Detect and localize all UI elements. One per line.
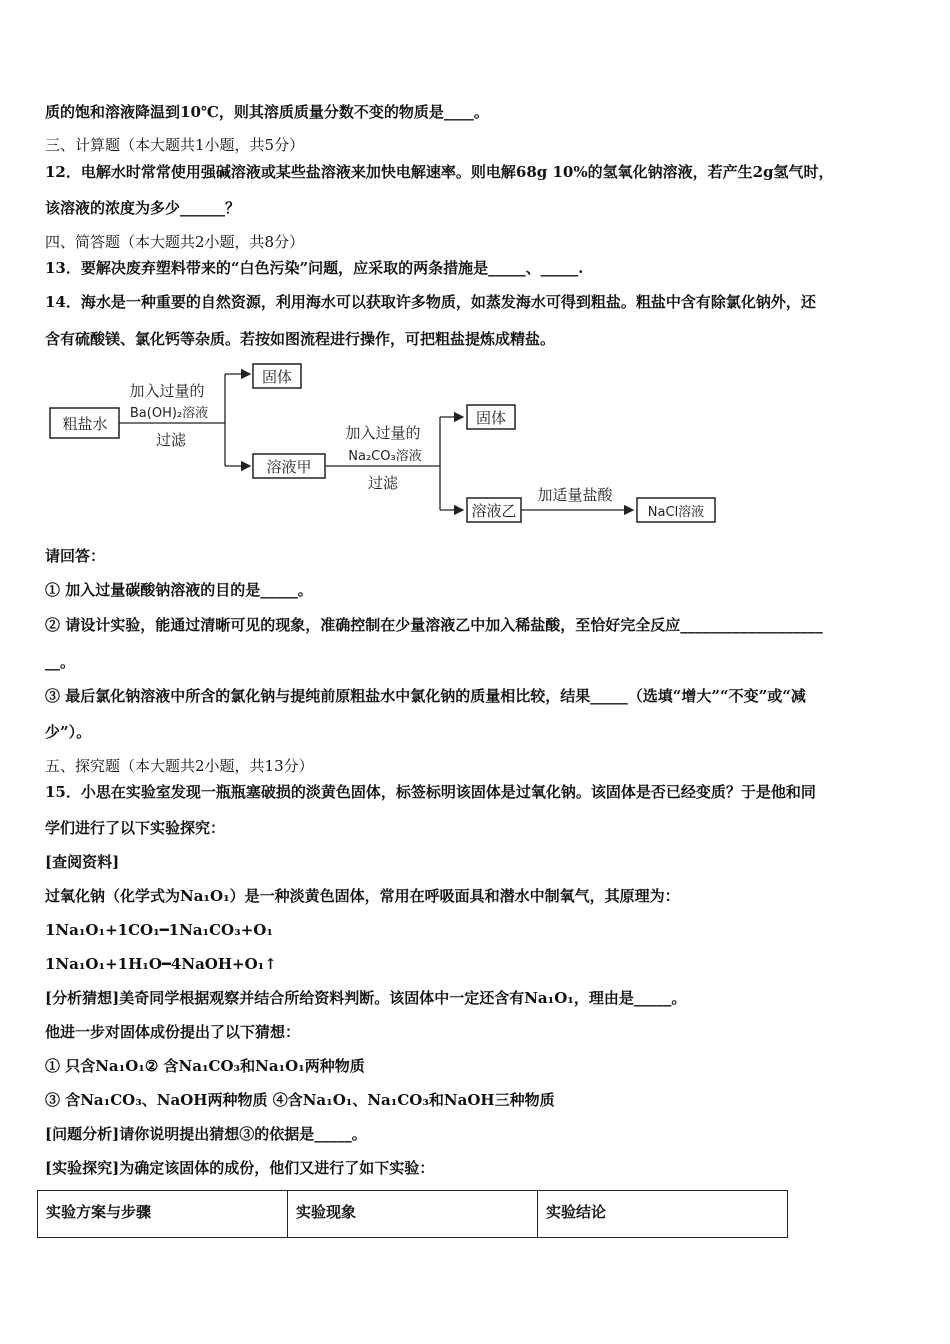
problem-analysis: [问题分析]请你说明提出猜想③的依据是_____。 (45, 1125, 367, 1143)
guess-1-2: ① 只含Na₁O₁② 含Na₁CO₃和Na₁O₁两种物质 (45, 1057, 365, 1075)
equation-2: 1Na₁O₁+1H₁O━4NaOH+O₁↑ (45, 955, 277, 973)
sub-q2-line-1: ② 请设计实验，能通过清晰可见的现象，准确控制在少量溶液乙中加入稀盐酸，至恰好完全反应___________________ (45, 616, 823, 634)
table-header-row (38, 1191, 788, 1238)
label-nacl-solution: NaCl溶液 (647, 505, 705, 520)
label-solid-1: 固体 (261, 368, 293, 386)
sub-q3-line-1: ③ 最后氯化钠溶液中所含的氯化钠与提纯前原粗盐水中氯化钠的质量相比较，结果_____（选填“增大”“不变”或“减 (45, 687, 806, 705)
label-step2-a: 加入过量的 (345, 424, 421, 442)
section-5-heading: 五、探究题（本大题共2小题，共13分） (45, 757, 314, 775)
label-step2-c: 过滤 (367, 474, 399, 492)
experiment-intro: [实验探究]为确定该固体的成份，他们又进行了如下实验： (45, 1159, 435, 1177)
equation-1: 1Na₁O₁+1CO₁━1Na₁CO₃+O₁ (45, 921, 273, 939)
q12-line-2: 该溶液的浓度为多少______？ (45, 199, 241, 217)
sub-q3-line-2: 少”）。 (45, 723, 92, 741)
experiment-table (37, 1190, 788, 1238)
text-line-1: 质的饱和溶液降温到10℃，则其溶质质量分数不变的物质是____。 (45, 103, 489, 121)
header-conclusion: 实验结论 (538, 1191, 788, 1238)
label-solid-2: 固体 (475, 409, 507, 427)
guess-intro: [分析猜想]美奇同学根据观察并结合所给资料判断。该固体中一定还含有Na₁O₁，理由是_____。 (45, 989, 687, 1007)
q12-line-1: 12．电解水时常常使用强碱溶液或某些盐溶液来加快电解速率。则电解68g 10%的氢氧化钠溶液，若产生2g氢气时， (45, 163, 834, 181)
info-line: 过氧化钠（化学式为Na₁O₁）是一种淡黄色固体，常用在呼吸面具和潜水中制氧气，其原理为： (45, 887, 680, 905)
label-step3: 加适量盐酸 (537, 486, 613, 504)
header-phenomenon: 实验现象 (288, 1191, 538, 1238)
info-title: [查阅资料] (45, 853, 120, 871)
q15-line-1: 15．小思在实验室发现一瓶瓶塞破损的淡黄色固体，标签标明该固体是过氧化钠。该固体是否已经变质？于是他和同 (45, 783, 816, 801)
guess-lead: 他进一步对固体成份提出了以下猜想： (45, 1023, 301, 1041)
guess-3-4: ③ 含Na₁CO₃、NaOH两种物质 ④含Na₁O₁、Na₁CO₃和NaOH三种物质 (45, 1091, 555, 1109)
label-raw-brine: 粗盐水 (62, 415, 108, 433)
section-4-heading: 四、简答题（本大题共2小题，共8分） (45, 233, 305, 251)
section-3-heading: 三、计算题（本大题共1小题，共5分） (45, 136, 305, 154)
sub-q2-line-2: __。 (45, 653, 76, 671)
label-solution-b: 溶液乙 (471, 502, 517, 520)
label-step1-b: Ba(OH)₂溶液 (129, 406, 209, 421)
ask-line: 请回答： (45, 547, 106, 565)
label-step2-b: Na₂CO₃溶液 (348, 449, 422, 464)
flow-diagram (45, 360, 735, 532)
q13-line: 13．要解决废弃塑料带来的“白色污染”问题，应采取的两条措施是_____、_____. (45, 259, 584, 277)
label-step1-a: 加入过量的 (129, 382, 205, 400)
q14-line-1: 14．海水是一种重要的自然资源，利用海水可以获取许多物质，如蒸发海水可得到粗盐。粗盐中含有除氯化钠外，还 (45, 293, 816, 311)
label-solution-a: 溶液甲 (266, 458, 312, 476)
q15-line-2: 学们进行了以下实验探究： (45, 819, 226, 837)
sub-q1: ① 加入过量碳酸钠溶液的目的是_____。 (45, 581, 313, 599)
q14-line-2: 含有硫酸镁、氯化钙等杂质。若按如图流程进行操作，可把粗盐提炼成精盐。 (45, 330, 556, 348)
header-steps: 实验方案与步骤 (38, 1191, 288, 1238)
label-step1-c: 过滤 (155, 431, 187, 449)
